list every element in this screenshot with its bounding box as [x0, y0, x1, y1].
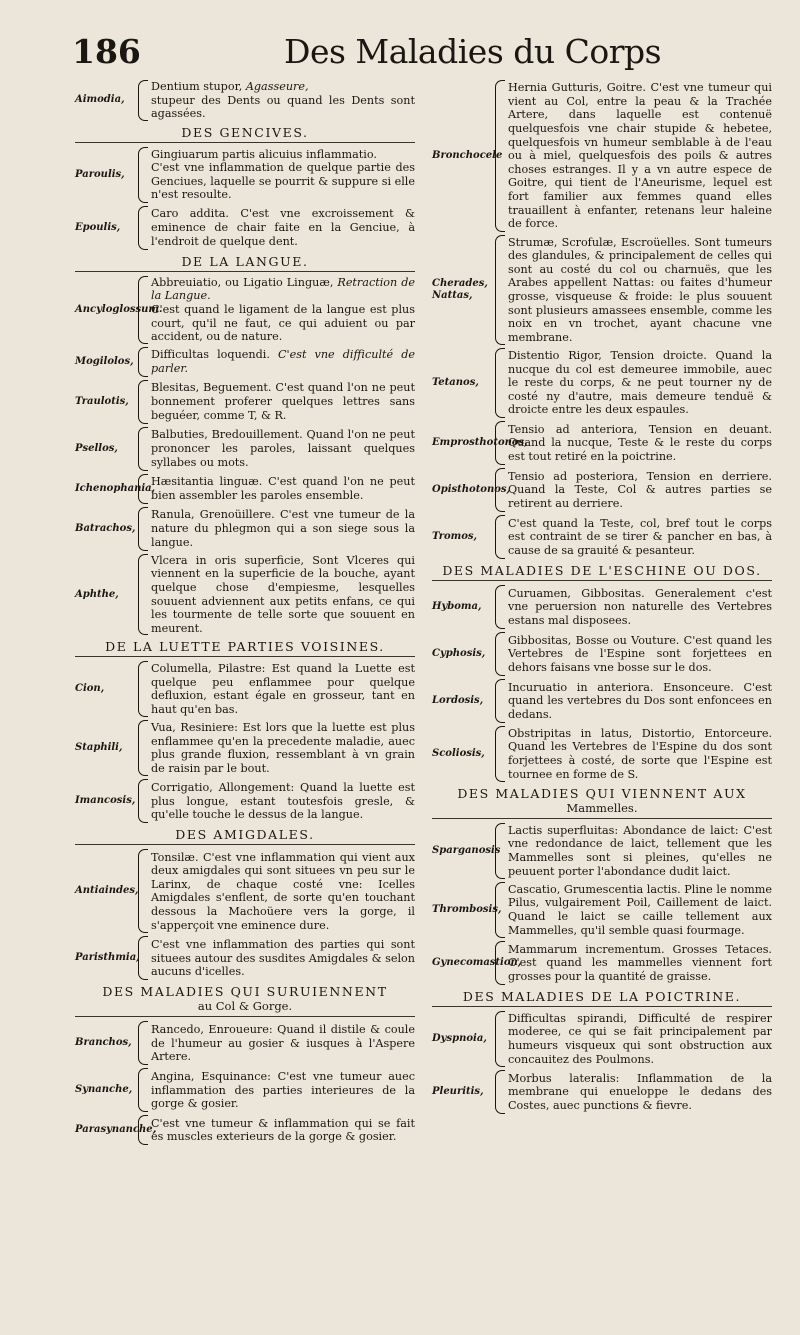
definition-text: Angina, Esquinance: C'est vne tumeur auec inflammation des parties interieures de la gorge & gosier. — [151, 1069, 415, 1111]
glossary-entry — [432, 726, 772, 782]
entry-term: Tromos, — [432, 531, 478, 542]
brace-mark — [138, 849, 148, 933]
brace-mark — [495, 421, 505, 465]
definition-text: Tonsilæ. C'est vne inflammation qui vient aux deux amigdales qui sont situees vn peu sur le Larinx, de chaque costé vne: Icelles Amigdales s'enflent, de sorte qu'en touchant dessous la Machoüere vers la gorge, il s'apperçoit vne eminence dure. — [151, 850, 415, 932]
brace-mark — [495, 726, 505, 782]
glossary-entry — [75, 720, 415, 776]
entry-term: Aimodia, — [75, 94, 125, 106]
latin-term: Difficultas loquendi. — [151, 348, 278, 362]
entry-definition — [508, 1012, 772, 1066]
definition-text: Tensio ad posteriora, Tension en derriere. Quand la Teste, Col & autres parties se retirent au derriere. — [508, 469, 772, 510]
glossary-entry — [432, 421, 772, 465]
entry-term: Cion, — [75, 683, 105, 695]
glossary-entry — [75, 1021, 415, 1065]
running-title: Des Maladies du Corps — [284, 32, 662, 71]
glossary-entry — [432, 632, 772, 676]
brace-mark — [138, 427, 148, 471]
entry-term: Dyspnoia, — [432, 1033, 487, 1044]
entry-definition — [151, 851, 415, 933]
brace-mark — [495, 80, 505, 232]
entry-definition — [151, 80, 415, 121]
glossary-entry — [75, 474, 415, 504]
section-title: DES MALADIES DE L'ESCHINE OU DOS. — [442, 563, 762, 578]
entry-definition — [151, 475, 415, 502]
entry-definition — [508, 681, 772, 722]
definition-text: Distentio Rigor, Tension droicte. Quand la nucque du col est demeuree immobile, auec le reste du corps, & ne peut tourner ny de costé ny d'autre, mais demeure tenduë & droicte entre les deux espaules. — [508, 349, 772, 417]
glossary-entry — [432, 882, 772, 938]
entry-definition — [151, 276, 415, 344]
definition-text: stupeur des Dents ou quand les Dents sont agassées. — [151, 93, 415, 121]
definition-text: C'est vne inflammation des parties qui sont situees autour des susdites Amigdales & selon aucuns d'icelles. — [151, 937, 415, 979]
entry-term: Gynecomastion, — [432, 957, 522, 968]
french-term: C'est vne difficulté de parler. — [151, 348, 415, 375]
brace-mark — [138, 507, 148, 551]
entry-definition — [508, 236, 772, 345]
glossary-entry — [432, 1011, 772, 1067]
glossary-entry — [75, 147, 415, 203]
brace-mark — [138, 720, 148, 776]
page-header — [72, 28, 772, 76]
definition-text: Difficultas spirandi, Difficulté de respirer moderee, ce qui se fait principalement par humeurs visqueux qui sont obstruction aux concauitez des Poulmons. — [508, 1011, 772, 1066]
glossary-entry — [75, 206, 415, 250]
entry-term: Branchos, — [75, 1037, 132, 1049]
glossary-entry — [75, 1068, 415, 1112]
definition-text: Balbuties, Bredouillement. Quand l'on ne peut prononcer les paroles, laissant quelques syllabes ou mots. — [151, 428, 415, 469]
glossary-entry — [75, 661, 415, 717]
right-column — [432, 80, 772, 1117]
entry-definition — [508, 349, 772, 417]
entry-definition — [151, 554, 415, 636]
section-heading — [432, 786, 772, 819]
definition-text: Columella, Pilastre: Est quand la Luette est quelque peu enflammee pour quelque defluxion, estant égale en grosseur, tant en haut qu'en bas. — [151, 662, 415, 716]
definition-text: Morbus lateralis: Inflammation de la membrane qui enueloppe le dedans des Costes, auec punctions & fievre. — [508, 1071, 772, 1112]
definition-text: C'est vne tumeur & inflammation qui se fait és muscles exterieurs de la gorge & gosier. — [151, 1116, 415, 1144]
section-title: DES MALADIES QUI VIENNENT AUX — [457, 786, 747, 801]
entry-definition — [508, 883, 772, 937]
entry-term: Opisthotonos, — [432, 484, 511, 495]
french-term: Agasseure, — [245, 80, 309, 93]
section-title: DE LA LUETTE PARTIES VOISINES. — [105, 639, 385, 655]
glossary-entry — [75, 80, 415, 121]
latin-term: Gingiuarum partis alicuius inflammatio. — [151, 147, 377, 161]
glossary-entry — [75, 507, 415, 551]
entry-term: Emprosthotonos, — [432, 437, 528, 448]
glossary-entry — [75, 427, 415, 471]
glossary-entry — [75, 849, 415, 933]
entry-term: Antiaindes, — [75, 885, 139, 897]
brace-mark — [495, 1011, 505, 1067]
definition-text: Strumæ, Scrofulæ, Escroüelles. Sont tumeurs des glandules, & principalement de celles qui sont au costé du col ou charnuës, que les Arabes appellent Nattas: ou faites d'humeur grosse, visqueuse & froide: le plus souuent sont plusieurs amassees ensemble, comme les noix en vn trochet, ayant chacune vne membrane. — [508, 235, 772, 344]
entry-definition — [151, 1117, 415, 1144]
entry-term: Thrombosis, — [432, 904, 502, 915]
glossary-entry — [75, 1115, 415, 1145]
entry-definition — [508, 943, 772, 984]
section-title: DES MALADIES QUI SURUIENNENT — [102, 984, 388, 1000]
glossary-entry — [75, 347, 415, 377]
entry-definition — [508, 423, 772, 464]
section-title: DES AMIGDALES. — [175, 827, 315, 843]
glossary-entry — [432, 235, 772, 345]
entry-definition — [151, 938, 415, 979]
entry-term: Lordosis, — [432, 695, 484, 706]
definition-text: Hæsitantia linguæ. C'est quand l'on ne peut bien assembler les paroles ensemble. — [151, 475, 415, 502]
section-title: DE LA LANGUE. — [181, 253, 309, 269]
section-heading — [432, 989, 772, 1007]
entry-term: Ancyloglossum. — [75, 303, 163, 315]
definition-text: Ranula, Grenoüillere. C'est vne tumeur de la nature du phlegmon qui a son siege sous la langue. — [151, 508, 415, 549]
entry-term: Paroulis, — [75, 168, 125, 180]
entry-term: Imancosis, — [75, 795, 136, 807]
brace-mark — [495, 235, 505, 345]
definition-text: C'est vne inflammation de quelque partie des Genciues, laquelle se pourrit & suppure si elle n'est resoulte. — [151, 161, 415, 202]
definition-text: Vlcera in oris superficie, Sont Vlceres qui viennent en la superficie de la bouche, ayant quelque chose d'empiesme, lesquelles souuent adviennent aux petits enfans, ce qui les tourmente de telle sorte que souuent en meurent. — [151, 553, 415, 635]
glossary-entry — [432, 515, 772, 559]
entry-definition — [508, 1072, 772, 1113]
glossary-entry — [432, 941, 772, 985]
definition-text: Lactis superfluitas: Abondance de laict: C'est vne redondance de laict, tellement que les Mammelles sont si pleines, qu'elles ne peuuent porter l'abondance dudit laict. — [508, 823, 772, 878]
glossary-entry — [75, 554, 415, 636]
entry-definition — [151, 1070, 415, 1111]
page-number: 186 — [72, 32, 141, 71]
entry-term: Traulotis, — [75, 395, 129, 407]
entry-term: Mogilolos, — [75, 355, 134, 367]
brace-mark — [138, 206, 148, 250]
entry-term: Cherades, Nattas, — [432, 278, 488, 301]
entry-definition — [151, 508, 415, 549]
entry-term: Psellos, — [75, 442, 118, 454]
entry-definition — [508, 517, 772, 558]
entry-definition — [151, 207, 415, 248]
section-heading — [75, 254, 415, 272]
glossary-entry — [432, 585, 772, 629]
entry-definition — [151, 1023, 415, 1064]
definition-text: Caro addita. C'est vne excroissement & eminence de chair faite en la Genciue, à l'endroit de quelque dent. — [151, 207, 415, 248]
brace-mark — [495, 823, 505, 879]
brace-mark — [138, 661, 148, 717]
glossary-entry — [75, 276, 415, 344]
entry-term: Sparganosis — [432, 845, 501, 856]
entry-definition — [508, 470, 772, 511]
entry-definition — [151, 721, 415, 775]
definition-text: Gibbositas, Bosse ou Vouture. C'est quand les Vertebres de l'Espine sont forjettees en dehors faisans vne bosse sur le dos. — [508, 633, 772, 674]
entry-term: Staphili, — [75, 742, 123, 754]
entry-lead — [151, 80, 415, 94]
glossary-entry — [75, 380, 415, 424]
entry-term: Synanche, — [75, 1084, 133, 1096]
section-subtitle: au Col & Gorge. — [197, 999, 293, 1014]
section-heading — [75, 639, 415, 657]
entry-definition — [151, 148, 415, 202]
definition-text: Cascatio, Grumescentia lactis. Pline le nomme Pilus, vulgairement Poil, Caillement de laict. Quand le laict se caille tellement aux Mammelles, qu'il semble quasi fourmage. — [508, 882, 772, 937]
entry-term: Bronchocele — [432, 150, 503, 161]
entry-lead — [151, 348, 415, 375]
entry-definition — [508, 824, 772, 878]
brace-mark — [138, 936, 148, 980]
entry-term: Parasynanche, — [75, 1124, 157, 1136]
entry-term: Scoliosis, — [432, 748, 485, 759]
entry-definition — [508, 634, 772, 675]
entry-term: Batrachos, — [75, 522, 136, 534]
brace-mark — [138, 347, 148, 377]
brace-mark — [138, 147, 148, 203]
left-column — [75, 80, 415, 1148]
entry-term: Hyboma, — [432, 601, 482, 612]
brace-mark — [138, 1068, 148, 1112]
definition-text: Hernia Gutturis, Goitre. C'est vne tumeur qui vient au Col, entre la peau & la Trachée Artere, dans laquelle est contenuë quelquesfois vne chair stupide & hebetee, quelquesfois vn humeur semblable à de l'eau ou à miel, quelquesfois des poils & autres choses estranges. Il y a vn autre espece de Goitre, qui tient de l'Aneurisme, lequel est fort familier aux femmes quand elles trauaillent à enfanter, retenans leur haleine de force. — [508, 81, 772, 231]
entry-definition — [151, 428, 415, 469]
entry-term: Paristhmia, — [75, 952, 140, 964]
entry-definition — [151, 348, 415, 375]
definition-text: C'est quand le ligament de la langue est plus court, qu'il ne faut, ce qui aduient ou par accident, ou de nature. — [151, 302, 415, 344]
entry-definition — [508, 81, 772, 231]
brace-mark — [495, 585, 505, 629]
brace-mark — [138, 380, 148, 424]
section-title: DES MALADIES DE LA POICTRINE. — [462, 989, 742, 1004]
definition-text: Curuamen, Gibbositas. Generalement c'est vne peruersion non naturelle des Vertebres estans mal disposees. — [508, 586, 772, 627]
entry-definition — [151, 781, 415, 822]
brace-mark — [495, 679, 505, 723]
section-subtitle: Mammelles. — [566, 801, 638, 815]
entry-term: Tetanos, — [432, 377, 479, 388]
entry-definition — [508, 587, 772, 628]
entry-lead — [151, 148, 415, 162]
brace-mark — [495, 632, 505, 676]
section-heading — [75, 125, 415, 143]
glossary-entry — [432, 348, 772, 418]
definition-text: Blesitas, Beguement. C'est quand l'on ne peut bonnement proferer quelques lettres sans beguéer, comme T, & R. — [151, 381, 415, 422]
entry-term: Pleuritis, — [432, 1086, 484, 1097]
definition-text: Corrigatio, Allongement: Quand la luette est plus longue, estant toutesfois gresle, & qu'elle touche le dessus de la langue. — [151, 780, 415, 822]
section-heading — [75, 827, 415, 845]
section-heading — [432, 563, 772, 581]
brace-mark — [138, 554, 148, 636]
entry-lead — [151, 276, 415, 303]
brace-mark — [495, 941, 505, 985]
section-title: DES GENCIVES. — [181, 124, 309, 140]
entry-term: Aphthe, — [75, 588, 119, 600]
brace-mark — [495, 1070, 505, 1114]
definition-text: Tensio ad anteriora, Tension en deuant. Quand la nucque, Teste & le reste du corps est tout retiré en la poictrine. — [508, 422, 772, 463]
entry-definition — [151, 662, 415, 716]
brace-mark — [138, 80, 148, 121]
brace-mark — [138, 1021, 148, 1065]
brace-mark — [495, 468, 505, 512]
entry-definition — [508, 727, 772, 781]
entry-term: Cyphosis, — [432, 648, 486, 659]
definition-text: C'est quand la Teste, col, bref tout le corps est contraint de se tirer & pancher en bas, à cause de sa grauité & pesanteur. — [508, 516, 772, 557]
brace-mark — [138, 474, 148, 504]
glossary-entry — [432, 468, 772, 512]
definition-text: Incuruatio in anteriora. Ensonceure. C'est quand les vertebres du Dos sont enfoncees en dedans. — [508, 680, 772, 721]
glossary-entry — [432, 679, 772, 723]
latin-term: Abbreuiatio, ou Ligatio Linguæ, — [151, 275, 338, 289]
latin-term: Dentium stupor, — [151, 80, 246, 93]
entry-definition — [151, 381, 415, 422]
definition-text: Mammarum incrementum. Grosses Tetaces. C'est quand les mammelles viennent fort grosses pour la quantité de graisse. — [508, 942, 772, 983]
brace-mark — [138, 779, 148, 823]
glossary-entry — [75, 936, 415, 980]
brace-mark — [495, 882, 505, 938]
glossary-entry — [75, 779, 415, 823]
brace-mark — [138, 1115, 148, 1145]
entry-term: Ichenophania, — [75, 482, 156, 494]
definition-text: Rancedo, Enroueure: Quand il distile & coule de l'humeur au gosier & iusques à l'Aspere Artere. — [151, 1022, 415, 1064]
french-term: Retraction de la Langue. — [151, 275, 415, 303]
entry-term: Epoulis, — [75, 221, 121, 233]
glossary-entry — [432, 80, 772, 232]
section-heading — [75, 984, 415, 1017]
definition-text: Obstripitas in latus, Distortio, Entorceure. Quand les Vertebres de l'Espine du dos sont forjettees à costé, de sorte que l'Espine est tournee en forme de S. — [508, 726, 772, 781]
definition-text: Vua, Resiniere: Est lors que la luette est plus enflammee qu'en la precedente maladie, auec plus grande fluxion, ressemblant à vn grain de raisin par le bout. — [151, 721, 415, 775]
brace-mark — [138, 276, 148, 344]
brace-mark — [495, 348, 505, 418]
glossary-entry — [432, 1070, 772, 1114]
glossary-entry — [432, 823, 772, 879]
brace-mark — [495, 515, 505, 559]
